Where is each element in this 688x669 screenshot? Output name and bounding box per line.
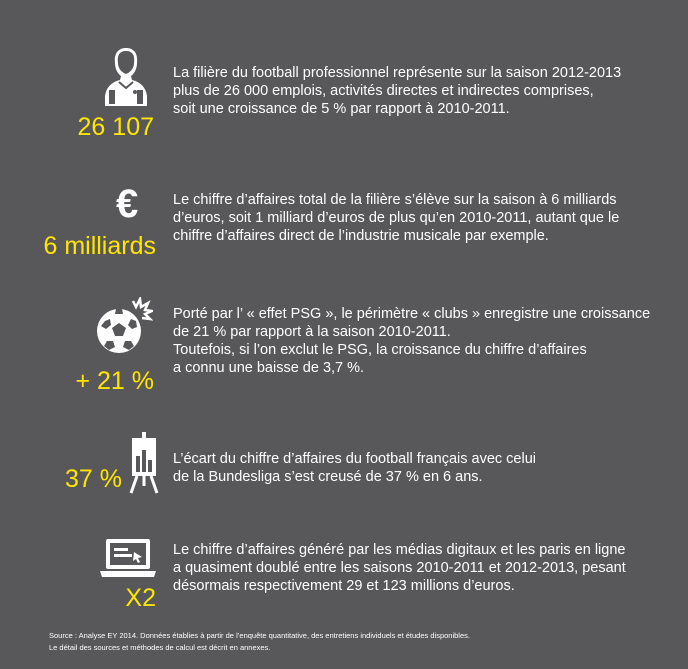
description-growth: Porté par l’ « effet PSG », le périmètre « clubs » enregistre une croissance de 21 % par rapport à la saison 2010-2011. Toutefois, si l’on exclut le PSG, la croissance du chiffre d’affaires a connu une baisse de 3,7 %. <box>173 306 651 376</box>
description-jobs: La filière du football professionnel représente sur la saison 2012-2013 plus de 26 000 emplois, activités directes et indirectes comprises, soit une croissance de 5 % par rapport à 2010-2011. <box>173 65 622 117</box>
source-footnote: Source : Analyse EY 2014. Données établies à partir de l’enquête quantitative, des entretiens individuels et études disponibles. Le détail des sources et méthodes de calcul est décrit en annexes. <box>49 631 470 652</box>
stat-jobs: 26 107 <box>77 113 154 141</box>
description-digital: Le chiffre d’affaires généré par les médias digitaux et les paris en ligne a quasiment doublé entre les saisons 2010-2011 et 2012-2013, pesant désormais respectivement 29 et 123 millions d’euros. <box>173 542 626 594</box>
laptop-icon <box>100 537 156 579</box>
stat-digital: X2 <box>125 584 156 612</box>
stat-gap: 37 % <box>65 465 122 493</box>
description-revenue: Le chiffre d’affaires total de la filière s’élève sur la saison à 6 milliards d’euros, soit 1 milliard d’euros de plus qu’en 2010-2011, autant que le chiffre d’affaires direct de l’industrie musicale par exemple. <box>173 192 620 244</box>
euro-icon: € <box>116 182 139 226</box>
chart-easel-icon <box>129 432 159 494</box>
soccer-ball-icon <box>95 297 153 357</box>
stat-revenue: 6 milliards <box>43 232 156 260</box>
football-player-icon <box>103 44 149 110</box>
stat-growth: + 21 % <box>75 367 154 395</box>
description-gap: L’écart du chiffre d’affaires du football français avec celui de la Bundesliga s’est creusé de 37 % en 6 ans. <box>173 451 536 485</box>
